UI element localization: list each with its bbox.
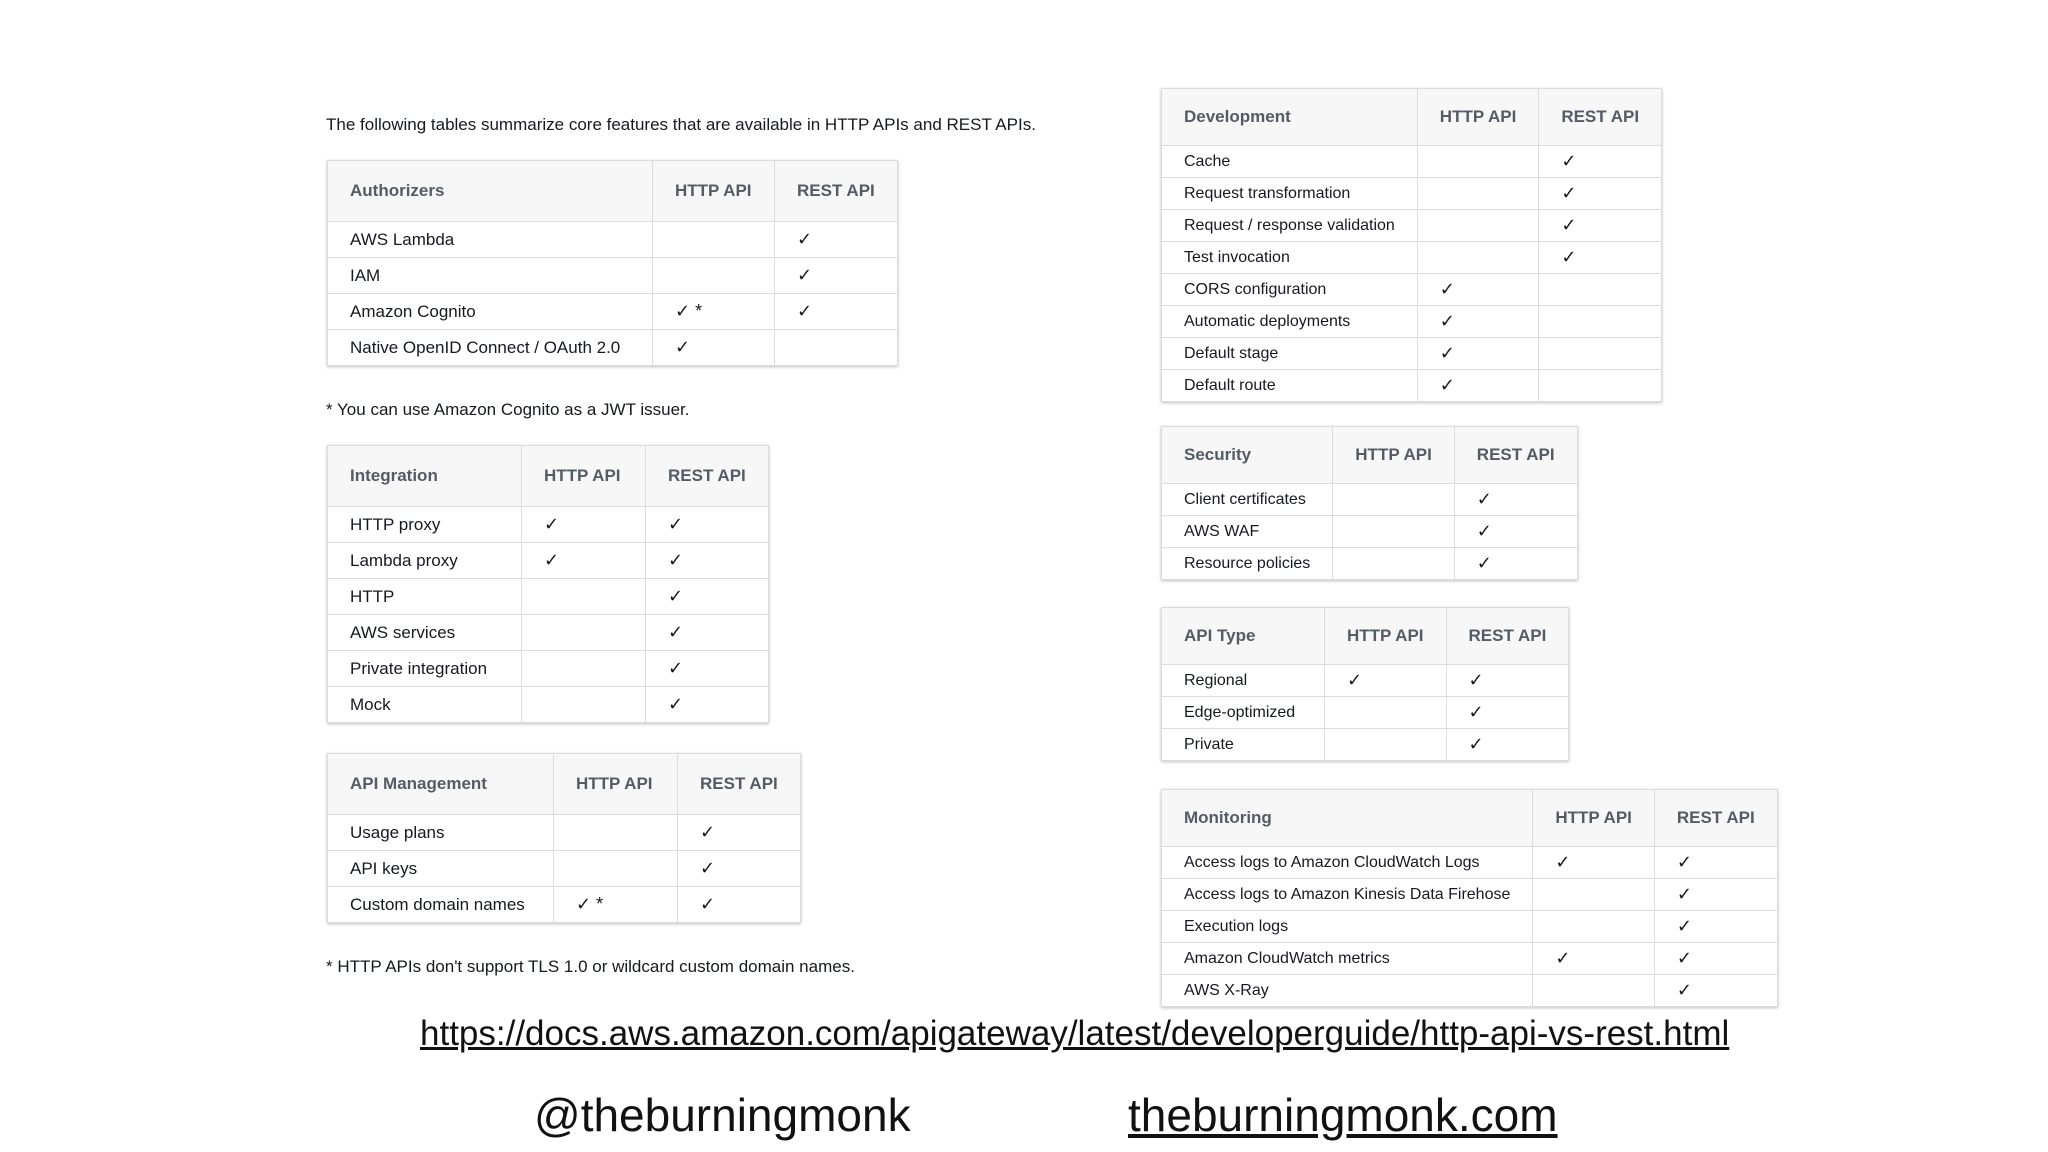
rest-api-cell: ✓ xyxy=(1446,697,1569,729)
rest-api-cell: ✓ xyxy=(646,543,769,579)
rest-api-cell: ✓ xyxy=(775,222,898,258)
rest-api-cell: ✓ xyxy=(1539,242,1662,274)
http-api-cell: ✓ xyxy=(1417,274,1539,306)
http-api-cell xyxy=(522,651,646,687)
docs-link[interactable]: https://docs.aws.amazon.com/apigateway/latest/developerguide/http-api-vs-rest.html xyxy=(420,1014,1730,1053)
table-row xyxy=(1162,178,1662,210)
http-api-cell: ✓ xyxy=(1417,370,1539,402)
rest-api-cell: ✓ xyxy=(646,507,769,543)
col-header-http-api: HTTP API xyxy=(554,754,678,815)
http-api-cell: ✓ xyxy=(1533,943,1655,975)
http-api-cell xyxy=(1333,548,1455,580)
rest-api-cell: ✓ xyxy=(1454,516,1577,548)
rest-api-cell xyxy=(1539,274,1662,306)
feature-cell: AWS services xyxy=(328,615,522,651)
table-row xyxy=(1162,665,1569,697)
rest-api-cell xyxy=(1539,338,1662,370)
table-row xyxy=(1162,729,1569,761)
authorizers-table xyxy=(327,160,898,366)
http-api-cell xyxy=(1417,146,1539,178)
http-api-cell xyxy=(522,615,646,651)
feature-cell: IAM xyxy=(328,258,653,294)
table-header-row xyxy=(1162,608,1569,665)
feature-cell: Private xyxy=(1162,729,1325,761)
table-row xyxy=(328,887,801,923)
table-row xyxy=(1162,306,1662,338)
rest-api-cell: ✓ xyxy=(1539,146,1662,178)
feature-cell: Native OpenID Connect / OAuth 2.0 xyxy=(328,330,653,366)
api-management-footnote: * HTTP APIs don't support TLS 1.0 or wildcard custom domain names. xyxy=(326,957,855,976)
feature-cell: Regional xyxy=(1162,665,1325,697)
feature-cell: API keys xyxy=(328,851,554,887)
intro-text: The following tables summarize core features that are available in HTTP APIs and REST APIs. xyxy=(326,115,1036,134)
feature-cell: Amazon CloudWatch metrics xyxy=(1162,943,1533,975)
feature-cell: Private integration xyxy=(328,651,522,687)
http-api-cell: ✓ xyxy=(522,507,646,543)
monitoring-table xyxy=(1161,789,1778,1007)
feature-cell: AWS X-Ray xyxy=(1162,975,1533,1007)
table-header-row xyxy=(1162,89,1662,146)
table-row xyxy=(1162,370,1662,402)
table-row xyxy=(1162,879,1778,911)
feature-cell: Access logs to Amazon Kinesis Data Firehose xyxy=(1162,879,1533,911)
table-header-row xyxy=(1162,790,1778,847)
feature-cell: Default stage xyxy=(1162,338,1418,370)
feature-cell: Default route xyxy=(1162,370,1418,402)
http-api-cell xyxy=(1417,210,1539,242)
col-header-http-api: HTTP API xyxy=(1417,89,1539,146)
col-header-feature: Security xyxy=(1162,427,1333,484)
http-api-cell: ✓ xyxy=(1417,306,1539,338)
rest-api-cell: ✓ xyxy=(1654,847,1777,879)
feature-cell: Client certificates xyxy=(1162,484,1333,516)
col-header-feature: API Management xyxy=(328,754,554,815)
feature-cell: Execution logs xyxy=(1162,911,1533,943)
table-row xyxy=(1162,975,1778,1007)
table-row xyxy=(328,815,801,851)
http-api-cell xyxy=(554,851,678,887)
col-header-feature: Monitoring xyxy=(1162,790,1533,847)
table-row xyxy=(1162,274,1662,306)
http-api-cell xyxy=(1533,975,1655,1007)
rest-api-cell: ✓ xyxy=(1454,484,1577,516)
feature-cell: Test invocation xyxy=(1162,242,1418,274)
table-row xyxy=(328,543,769,579)
http-api-cell xyxy=(554,815,678,851)
col-header-http-api: HTTP API xyxy=(522,446,646,507)
http-api-cell xyxy=(1325,729,1447,761)
rest-api-cell xyxy=(775,330,898,366)
api-type-table xyxy=(1161,607,1569,761)
http-api-cell: ✓ * xyxy=(653,294,775,330)
col-header-feature: API Type xyxy=(1162,608,1325,665)
table-row xyxy=(1162,338,1662,370)
rest-api-cell: ✓ xyxy=(646,687,769,723)
feature-cell: CORS configuration xyxy=(1162,274,1418,306)
table-header-row xyxy=(1162,427,1578,484)
http-api-cell: ✓ xyxy=(1325,665,1447,697)
development-table xyxy=(1161,88,1662,402)
rest-api-cell: ✓ xyxy=(775,294,898,330)
rest-api-cell: ✓ xyxy=(1454,548,1577,580)
col-header-rest-api: REST API xyxy=(646,446,769,507)
feature-cell: AWS Lambda xyxy=(328,222,653,258)
table-row xyxy=(328,687,769,723)
rest-api-cell: ✓ xyxy=(775,258,898,294)
table-row xyxy=(328,651,769,687)
col-header-rest-api: REST API xyxy=(1446,608,1569,665)
rest-api-cell: ✓ xyxy=(678,851,801,887)
http-api-cell xyxy=(1417,178,1539,210)
http-api-cell xyxy=(653,222,775,258)
table-row xyxy=(1162,847,1778,879)
http-api-cell xyxy=(653,258,775,294)
feature-cell: Automatic deployments xyxy=(1162,306,1418,338)
feature-cell: HTTP xyxy=(328,579,522,615)
http-api-cell: ✓ xyxy=(1417,338,1539,370)
table-row xyxy=(1162,943,1778,975)
col-header-rest-api: REST API xyxy=(775,161,898,222)
feature-cell: HTTP proxy xyxy=(328,507,522,543)
rest-api-cell: ✓ xyxy=(646,615,769,651)
feature-cell: Mock xyxy=(328,687,522,723)
table-row xyxy=(1162,911,1778,943)
feature-cell: Resource policies xyxy=(1162,548,1333,580)
http-api-cell xyxy=(1533,911,1655,943)
rest-api-cell: ✓ xyxy=(1446,665,1569,697)
table-row xyxy=(1162,146,1662,178)
col-header-http-api: HTTP API xyxy=(1533,790,1655,847)
feature-cell: Amazon Cognito xyxy=(328,294,653,330)
http-api-cell xyxy=(522,687,646,723)
feature-cell: AWS WAF xyxy=(1162,516,1333,548)
twitter-handle: @theburningmonk xyxy=(534,1089,911,1141)
rest-api-cell xyxy=(1539,370,1662,402)
table-row xyxy=(1162,516,1578,548)
col-header-http-api: HTTP API xyxy=(1333,427,1455,484)
http-api-cell: ✓ xyxy=(522,543,646,579)
security-table xyxy=(1161,426,1578,580)
rest-api-cell: ✓ xyxy=(1539,178,1662,210)
http-api-cell: ✓ xyxy=(653,330,775,366)
feature-cell: Request transformation xyxy=(1162,178,1418,210)
http-api-cell xyxy=(1333,516,1455,548)
table-row xyxy=(328,222,898,258)
table-row xyxy=(1162,242,1662,274)
col-header-http-api: HTTP API xyxy=(1325,608,1447,665)
feature-cell: Cache xyxy=(1162,146,1418,178)
http-api-cell: ✓ xyxy=(1533,847,1655,879)
table-header-row xyxy=(328,446,769,507)
col-header-rest-api: REST API xyxy=(1539,89,1662,146)
table-row xyxy=(328,330,898,366)
table-row xyxy=(1162,484,1578,516)
rest-api-cell: ✓ xyxy=(678,815,801,851)
col-header-rest-api: REST API xyxy=(1454,427,1577,484)
api-management-table xyxy=(327,753,801,923)
rest-api-cell: ✓ xyxy=(1446,729,1569,761)
feature-cell: Request / response validation xyxy=(1162,210,1418,242)
http-api-cell xyxy=(1417,242,1539,274)
feature-cell: Lambda proxy xyxy=(328,543,522,579)
table-row xyxy=(1162,697,1569,729)
table-row xyxy=(328,615,769,651)
rest-api-cell: ✓ xyxy=(1539,210,1662,242)
table-header-row xyxy=(328,754,801,815)
col-header-http-api: HTTP API xyxy=(653,161,775,222)
col-header-rest-api: REST API xyxy=(678,754,801,815)
table-row xyxy=(328,258,898,294)
rest-api-cell: ✓ xyxy=(678,887,801,923)
integration-table xyxy=(327,445,769,723)
http-api-cell xyxy=(1333,484,1455,516)
col-header-feature: Development xyxy=(1162,89,1418,146)
http-api-cell xyxy=(522,579,646,615)
table-row xyxy=(1162,548,1578,580)
feature-cell: Custom domain names xyxy=(328,887,554,923)
rest-api-cell xyxy=(1539,306,1662,338)
feature-cell: Access logs to Amazon CloudWatch Logs xyxy=(1162,847,1533,879)
feature-cell: Edge-optimized xyxy=(1162,697,1325,729)
table-header-row xyxy=(328,161,898,222)
col-header-feature: Integration xyxy=(328,446,522,507)
col-header-rest-api: REST API xyxy=(1654,790,1777,847)
rest-api-cell: ✓ xyxy=(1654,911,1777,943)
table-row xyxy=(328,507,769,543)
feature-cell: Usage plans xyxy=(328,815,554,851)
rest-api-cell: ✓ xyxy=(1654,943,1777,975)
col-header-feature: Authorizers xyxy=(328,161,653,222)
http-api-cell xyxy=(1325,697,1447,729)
table-row xyxy=(328,294,898,330)
rest-api-cell: ✓ xyxy=(1654,879,1777,911)
http-api-cell xyxy=(1533,879,1655,911)
authorizers-footnote: * You can use Amazon Cognito as a JWT issuer. xyxy=(326,400,690,419)
http-api-cell: ✓ * xyxy=(554,887,678,923)
table-row xyxy=(1162,210,1662,242)
rest-api-cell: ✓ xyxy=(646,579,769,615)
website-link[interactable]: theburningmonk.com xyxy=(1128,1089,1558,1141)
table-row xyxy=(328,851,801,887)
rest-api-cell: ✓ xyxy=(1654,975,1777,1007)
table-row xyxy=(328,579,769,615)
rest-api-cell: ✓ xyxy=(646,651,769,687)
